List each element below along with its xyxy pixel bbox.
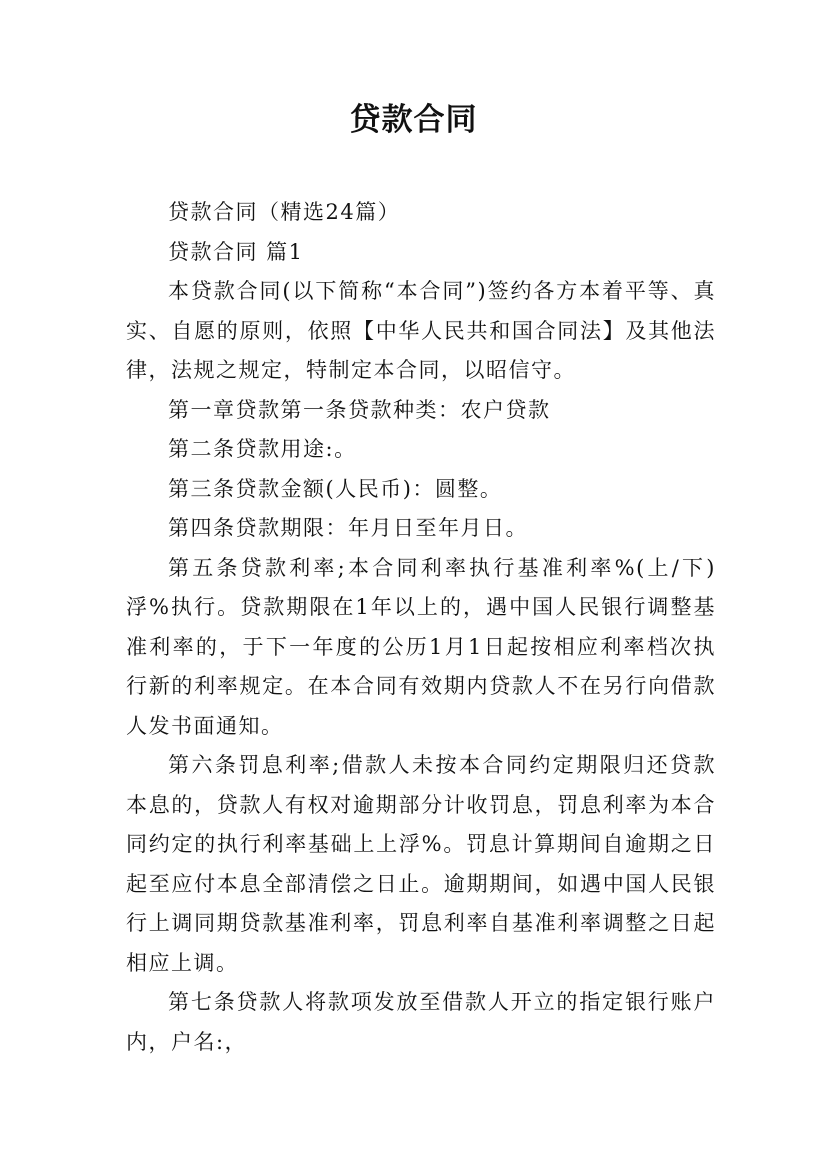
paragraph-article-2: 第二条贷款用途:。 [168,437,357,461]
paragraph-preamble: 本贷款合同(以下简称“本合同”)签约各方本着平等、真实、自愿的原则，依照【中华人民共和国合同法】及其他法律，法规之规定，特制定本合同，以昭信守。 [126,279,716,382]
paragraph-article-7: 第七条贷款人将款项发放至借款人开立的指定银行账户内，户名:， [126,990,716,1054]
document-body [126,193,716,1062]
paragraph-section-heading: 贷款合同 篇1 [168,239,304,264]
paragraph-article-3: 第三条贷款金额(人民币)：圆整。 [168,476,503,501]
paragraph-article-1: 第一章贷款第一条贷款种类：农户贷款 [168,397,551,422]
document-title: 贷款合同 [349,102,478,138]
paragraph-subtitle: 贷款合同（精选24篇） [168,200,401,224]
paragraph-article-5: 第五条贷款利率;本合同利率执行基准利率%(上/下)浮%执行。贷款期限在1年以上的，遇中国人民银行调整基准利率的，于下一年度的公历1月1日起按相应利率档次执行新的利率规定。在本合同有效期内贷款人不在另行向借款人发书面通知。 [126,555,716,738]
paragraph-article-6: 第六条罚息利率;借款人未按本合同约定期限归还贷款本息的，贷款人有权对逾期部分计收罚息，罚息利率为本合同约定的执行利率基础上上浮%。罚息计算期间自逾期之日起至应付本息全部清偿之日止。逾期期间，如遇中国人民银行上调同期贷款基准利率，罚息利率自基准利率调整之日起相应上调。 [126,753,716,975]
paragraph-article-4: 第四条贷款期限：年月日至年月日。 [168,516,528,540]
